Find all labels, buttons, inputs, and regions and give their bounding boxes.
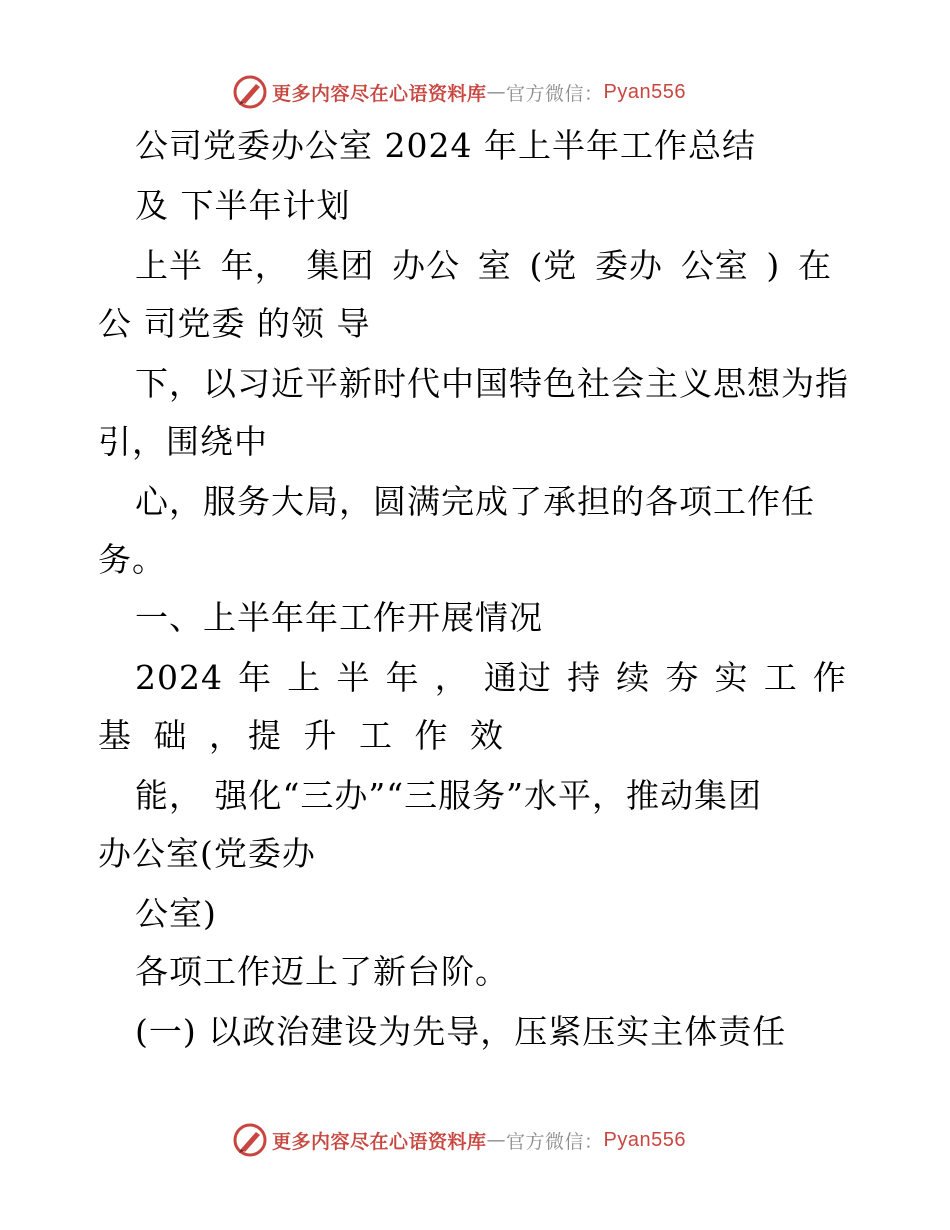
watermark-header <box>232 72 686 112</box>
pen-logo-icon <box>232 1122 268 1158</box>
text-segment: 作 <box>812 658 847 697</box>
paragraph-line-11: 基 础 ，提 升 工 作 效 <box>98 716 509 755</box>
text-segment: 工 <box>763 658 798 697</box>
text-segment: 年 <box>385 658 420 697</box>
text-segment: 公室 <box>680 246 749 285</box>
text-segment: 在 <box>797 246 832 285</box>
text-segment: 实 <box>714 658 749 697</box>
watermark-wechat-id: Pyan556 <box>603 1128 686 1151</box>
watermark-brand: 更多内容尽在心语资料库 <box>272 82 487 105</box>
paragraph-line-5: 下，以习近平新时代中国特色社会主义思想为指 <box>135 364 849 403</box>
text-segment: 年， <box>220 246 289 285</box>
doc-title-line-1: 公司党委办公室 2024 年上半年工作总结 <box>135 126 756 165</box>
text-segment: 年 <box>238 658 273 697</box>
text-segment: 持 <box>567 658 602 697</box>
watermark-dash: — <box>486 81 507 103</box>
watermark-wechat-id: Pyan556 <box>603 80 686 103</box>
paragraph-line-12: 能， 强化“三办”“三服务”水平，推动集团 <box>135 776 762 815</box>
watermark-wechat-label: 官方微信： <box>506 82 604 105</box>
section-heading-2: (一) 以政治建设为先导，压紧压实主体责任 <box>135 1012 787 1051</box>
text-segment: 夯 <box>665 658 700 697</box>
paragraph-line-6: 引，围绕中 <box>98 422 268 461</box>
watermark-wechat-label: 官方微信： <box>506 1130 604 1153</box>
paragraph-line-15: 各项工作迈上了新台阶。 <box>135 952 509 991</box>
text-segment: 半 <box>336 658 371 697</box>
text-segment: 委办 <box>595 246 663 285</box>
paragraph-line-3 <box>135 244 832 288</box>
text-segment: 室 <box>477 246 512 285</box>
text-segment: 续 <box>616 658 651 697</box>
text-segment: 上 <box>287 658 322 697</box>
text-segment: 2024 <box>135 658 223 697</box>
watermark-brand: 更多内容尽在心语资料库 <box>272 1130 487 1153</box>
paragraph-line-4: 公 司党委 的领 导 <box>98 304 371 343</box>
watermark-dash: — <box>486 1129 507 1151</box>
text-segment: 通过 <box>483 658 552 697</box>
paragraph-line-14: 公室) <box>135 894 217 933</box>
text-segment: 集团 <box>306 246 375 285</box>
text-segment: ) <box>766 246 781 285</box>
pen-logo-icon <box>232 74 268 110</box>
text-segment: (党 <box>529 246 578 285</box>
watermark-footer <box>232 1120 686 1160</box>
text-segment: 办公 <box>392 246 461 285</box>
doc-title-line-2: 及 下半年计划 <box>135 186 351 225</box>
paragraph-line-7: 心，服务大局，圆满完成了承担的各项工作任 <box>135 482 815 521</box>
text-segment: ， <box>434 658 469 697</box>
paragraph-line-13: 办公室(党委办 <box>98 834 316 873</box>
text-segment: 上半 <box>135 246 203 285</box>
section-heading-1: 一、上半年年工作开展情况 <box>135 598 543 637</box>
paragraph-line-10 <box>135 656 847 700</box>
paragraph-line-8: 务。 <box>98 540 166 579</box>
